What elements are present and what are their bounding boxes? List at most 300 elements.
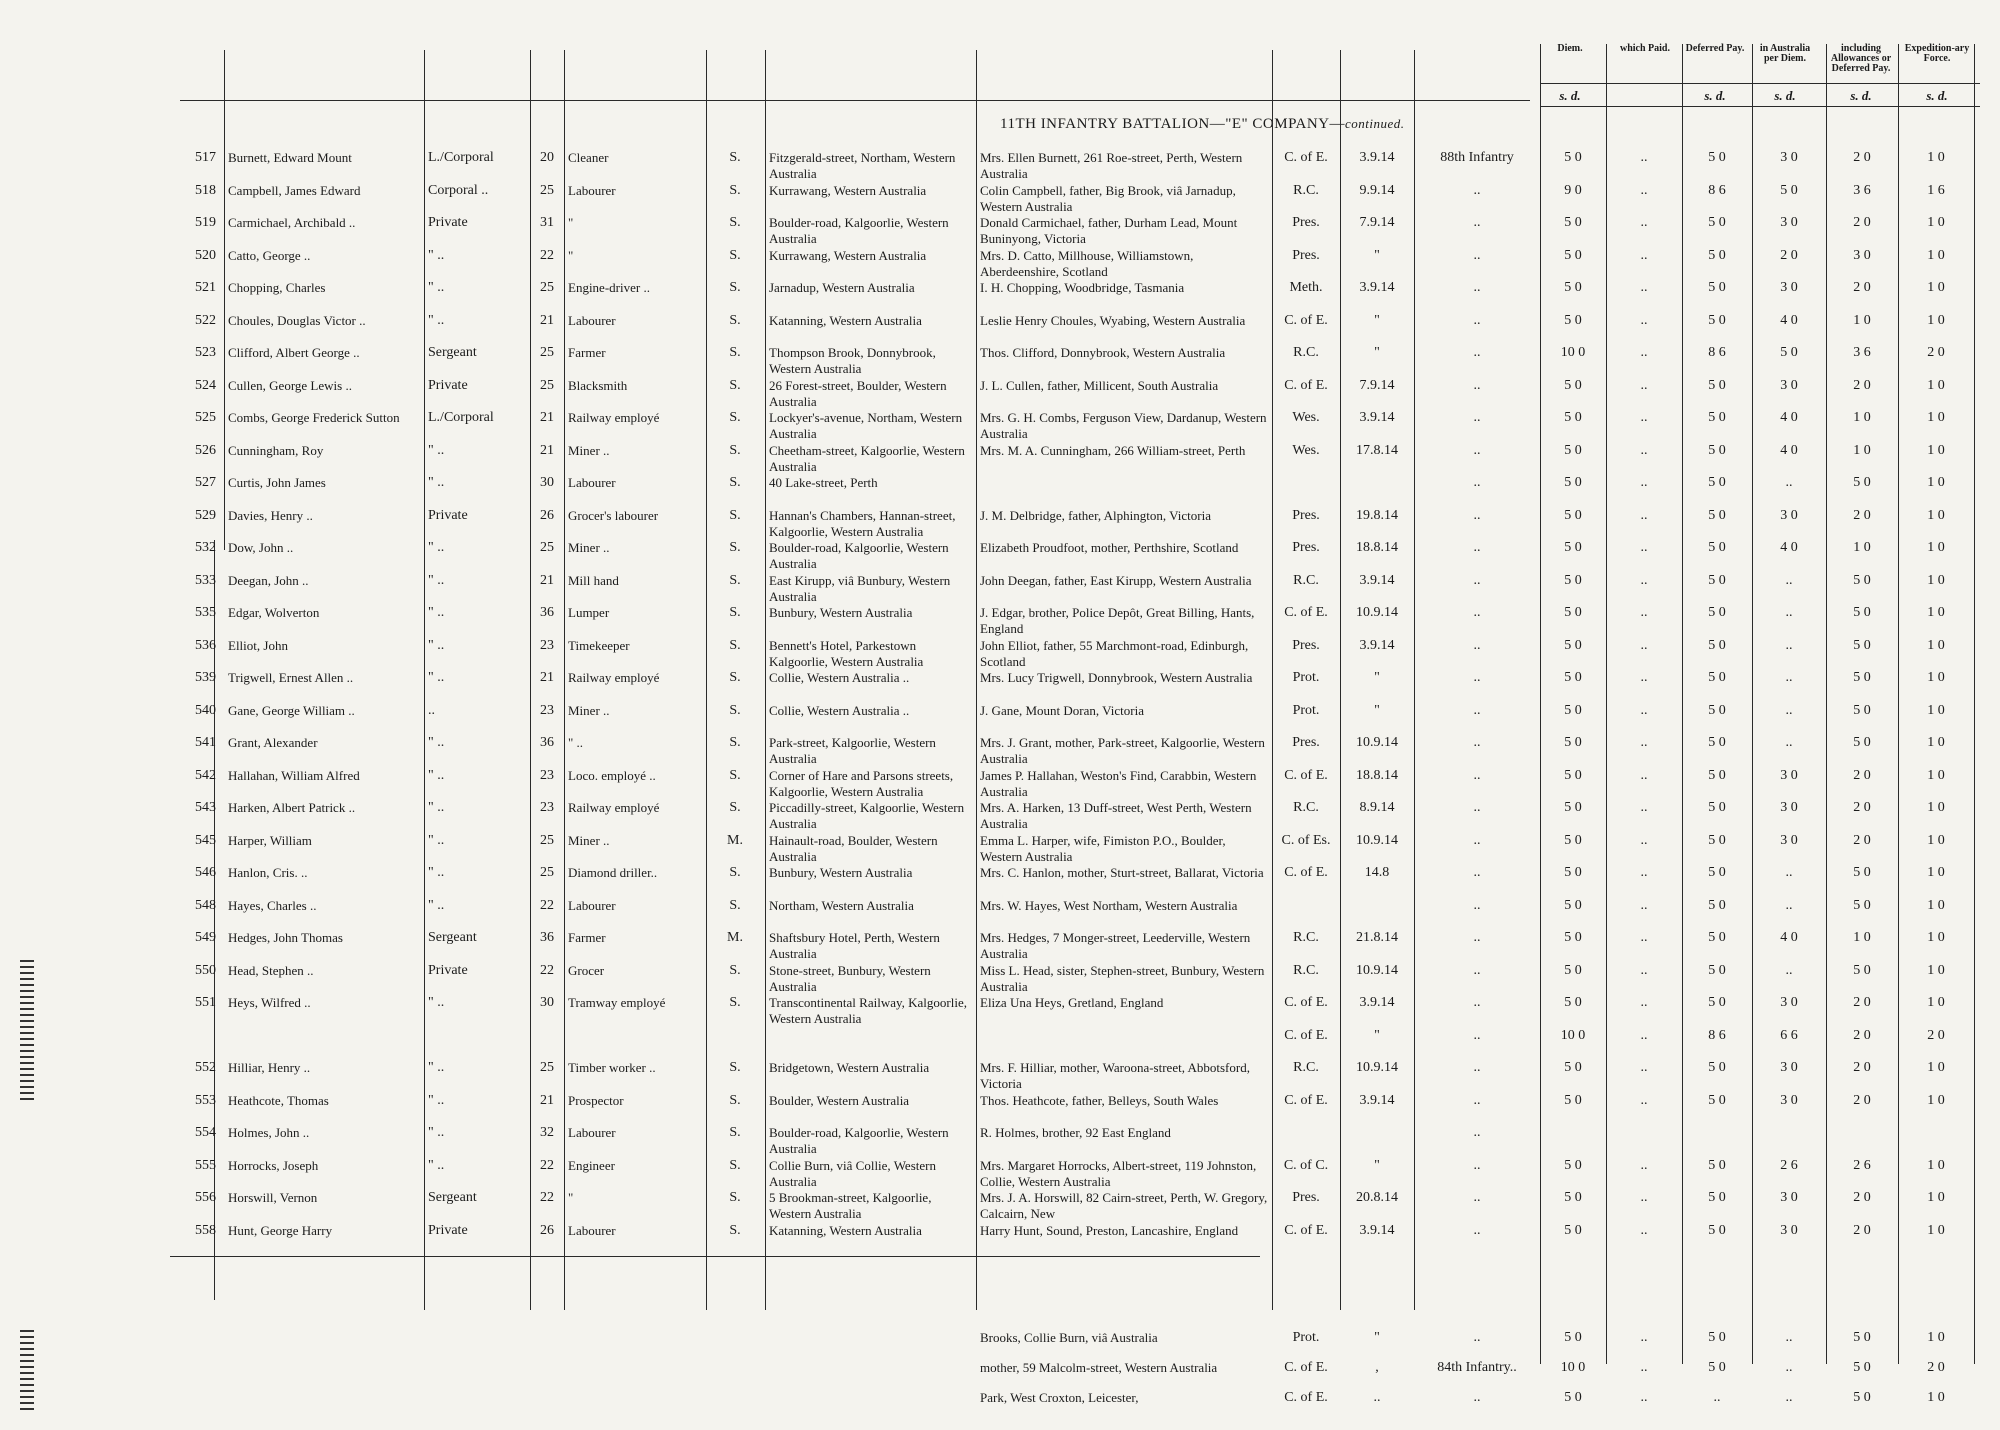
pay-allowances-cell: 5 0 xyxy=(1853,637,1871,653)
enlistment-date-cell: 21.8.14 xyxy=(1356,930,1398,945)
religion-cell: Pres. xyxy=(1292,1190,1320,1205)
pay-allowances-cell: 2 0 xyxy=(1853,1222,1871,1238)
trade-cell: Blacksmith xyxy=(568,377,628,393)
pay-deferred-cell: 5 0 xyxy=(1708,280,1726,295)
pay-diem-cell: 5 0 xyxy=(1564,1190,1582,1205)
pay-allowances-cell: 2 6 xyxy=(1853,1157,1871,1173)
pay-expeditionary-cell: 1 0 xyxy=(1927,832,1945,848)
soldier-name-cell: Holmes, John .. xyxy=(228,1125,310,1140)
age-cell: 25 xyxy=(540,377,554,393)
pay-diem-cell: 5 0 xyxy=(1564,930,1582,945)
soldier-name-cell: Chopping, Charles xyxy=(228,280,326,295)
rank-cell: " .. xyxy=(428,670,445,685)
marital-status-cell: S. xyxy=(729,962,741,978)
previous-unit-cell: .. xyxy=(1473,1330,1481,1345)
soldier-name-cell: Davies, Henry .. xyxy=(228,507,313,523)
trade-cell: Timekeeper xyxy=(568,637,630,653)
pay-which-paid-cell: .. xyxy=(1640,962,1648,978)
pay-allowances-cell: 2 0 xyxy=(1853,150,1871,165)
soldier-name-cell: Burnett, Edward Mount xyxy=(228,150,352,165)
pay-deferred-cell: 5 0 xyxy=(1708,150,1726,165)
religion-cell: R.C. xyxy=(1293,962,1319,978)
previous-unit-cell: .. xyxy=(1473,897,1481,913)
pay-allowances-cell: 5 0 xyxy=(1853,735,1871,750)
religion-cell: C. of E. xyxy=(1284,865,1328,880)
religion-cell: C. of E. xyxy=(1284,767,1328,783)
pay-which-paid-cell: .. xyxy=(1640,377,1648,393)
soldier-name-cell: Head, Stephen .. xyxy=(228,962,314,978)
religion-cell: Pres. xyxy=(1292,540,1320,555)
soldier-name-cell: Elliot, John xyxy=(228,637,288,653)
pay-which-paid-cell: .. xyxy=(1640,832,1648,848)
address-cell: Boulder-road, Kalgoorlie, Western Australia xyxy=(769,540,949,571)
pay-expeditionary-cell: 1 0 xyxy=(1927,377,1945,393)
pay-which-paid-cell: .. xyxy=(1640,280,1648,295)
trade-cell: Miner .. xyxy=(568,540,610,555)
col-header-allowances: including Allowances or Deferred Pay. xyxy=(1830,43,1892,74)
pay-australia-cell: .. xyxy=(1785,475,1793,490)
address-cell: Boulder-road, Kalgoorlie, Western Australia xyxy=(769,215,949,246)
pay-which-paid-cell: .. xyxy=(1640,1092,1648,1108)
trade-cell: Labourer xyxy=(568,897,616,913)
pay-expeditionary-cell: 1 0 xyxy=(1927,150,1945,165)
next-of-kin-cell: John Deegan, father, East Kirupp, Western Australia xyxy=(980,572,1252,588)
address-cell: Hainault-road, Boulder, Western Australia xyxy=(769,832,938,864)
age-cell: 36 xyxy=(540,930,554,945)
rank-cell: " .. xyxy=(428,995,445,1010)
trade-cell: Prospector xyxy=(568,1092,624,1108)
rank-cell: Sergeant xyxy=(428,345,477,360)
marital-status-cell: S. xyxy=(729,1060,741,1075)
pay-which-paid-cell: .. xyxy=(1640,670,1648,685)
trade-cell: Miner .. xyxy=(568,832,610,848)
marital-status-cell: S. xyxy=(729,800,741,815)
rank-cell: " .. xyxy=(428,865,445,880)
address-cell: Transcontinental Railway, Kalgoorlie, Western Australia xyxy=(769,995,967,1026)
pay-diem-cell: 5 0 xyxy=(1564,475,1582,490)
pay-australia-cell: 4 0 xyxy=(1780,930,1798,945)
religion-cell: Pres. xyxy=(1292,215,1320,230)
age-cell: 23 xyxy=(540,800,554,815)
rank-cell: " .. xyxy=(428,572,445,588)
pay-deferred-cell: 5 0 xyxy=(1708,507,1726,523)
pay-expeditionary-cell: 1 6 xyxy=(1927,182,1945,198)
pay-expeditionary-cell: 1 0 xyxy=(1927,475,1945,490)
trade-cell: Labourer xyxy=(568,182,616,198)
pay-deferred-cell: 5 0 xyxy=(1708,312,1726,328)
address-cell: Bunbury, Western Australia xyxy=(769,605,913,620)
rank-cell: L./Corporal xyxy=(428,410,494,425)
pay-diem-cell: 5 0 xyxy=(1564,735,1582,750)
previous-unit-cell: .. xyxy=(1473,507,1481,523)
pay-diem-cell: 10 0 xyxy=(1560,345,1586,360)
pay-expeditionary-cell: 1 0 xyxy=(1927,1060,1945,1075)
age-cell: 25 xyxy=(540,280,554,295)
pay-australia-cell: .. xyxy=(1785,962,1793,978)
pay-australia-cell: .. xyxy=(1785,897,1793,913)
previous-unit-cell: .. xyxy=(1473,345,1481,360)
age-cell: 36 xyxy=(540,735,554,750)
pay-allowances-cell: 2 0 xyxy=(1853,377,1871,393)
enlistment-date-cell: 3.9.14 xyxy=(1359,280,1395,295)
previous-unit-cell: .. xyxy=(1473,605,1481,620)
next-of-kin-cell: Donald Carmichael, father, Durham Lead, Mount Buninyong, Victoria xyxy=(980,215,1238,246)
next-of-kin-cell: John Elliot, father, 55 Marchmont-road, Edinburgh, Scotland xyxy=(980,637,1249,669)
pay-allowances-cell: 5 0 xyxy=(1853,572,1871,588)
pay-australia-cell: .. xyxy=(1785,1390,1793,1405)
regimental-number-cell: 548 xyxy=(195,897,216,913)
pay-which-paid-cell: .. xyxy=(1640,442,1648,458)
pay-diem-cell: 5 0 xyxy=(1564,670,1582,685)
pay-allowances-cell: 5 0 xyxy=(1853,962,1871,978)
enlistment-date-cell: 10.9.14 xyxy=(1356,832,1398,848)
pay-diem-cell: 5 0 xyxy=(1564,962,1582,978)
previous-unit-cell: .. xyxy=(1473,995,1481,1010)
pay-allowances-cell: 2 0 xyxy=(1853,507,1871,523)
pay-allowances-cell: 1 0 xyxy=(1853,442,1871,458)
pay-allowances-cell: 5 0 xyxy=(1853,475,1871,490)
pay-expeditionary-cell: 1 0 xyxy=(1927,280,1945,295)
trade-cell: Mill hand xyxy=(568,572,619,588)
religion-cell: C. of Es. xyxy=(1281,832,1331,848)
age-cell: 21 xyxy=(540,670,554,685)
table-row xyxy=(0,1390,2000,1430)
regimental-number-cell: 529 xyxy=(195,507,216,523)
soldier-name-cell: Hallahan, William Alfred xyxy=(228,767,360,783)
pay-deferred-cell: 5 0 xyxy=(1708,442,1726,458)
religion-cell: C. of E. xyxy=(1284,1092,1328,1108)
pay-which-paid-cell: .. xyxy=(1640,475,1648,490)
regimental-number-cell: 553 xyxy=(195,1092,216,1108)
pay-diem-cell: 5 0 xyxy=(1564,150,1582,165)
regimental-number-cell: 533 xyxy=(195,572,216,588)
trade-cell: Farmer xyxy=(568,930,606,945)
pay-allowances-cell: 1 0 xyxy=(1853,540,1871,555)
rank-cell: .. xyxy=(428,702,435,718)
trade-cell: " xyxy=(568,247,574,263)
previous-unit-cell: .. xyxy=(1473,865,1481,880)
marital-status-cell: S. xyxy=(729,605,741,620)
pay-which-paid-cell: .. xyxy=(1640,507,1648,523)
rank-cell: Private xyxy=(428,962,468,978)
religion-cell: C. of E. xyxy=(1284,1027,1328,1043)
header-rule xyxy=(180,100,1530,101)
regimental-number-cell: 558 xyxy=(195,1222,216,1238)
age-cell: 30 xyxy=(540,475,554,490)
pay-allowances-cell: 2 0 xyxy=(1853,995,1871,1010)
next-of-kin-cell: Emma L. Harper, wife, Fimiston P.O., Boulder, Western Australia xyxy=(980,832,1226,864)
pay-which-paid-cell: .. xyxy=(1640,572,1648,588)
pay-which-paid-cell: .. xyxy=(1640,702,1648,718)
previous-unit-cell: .. xyxy=(1473,637,1481,653)
marital-status-cell: S. xyxy=(729,345,741,360)
pay-australia-cell: 3 0 xyxy=(1780,832,1798,848)
marital-status-cell: S. xyxy=(729,897,741,913)
address-cell: Jarnadup, Western Australia xyxy=(769,280,915,295)
pay-deferred-cell: 5 0 xyxy=(1708,637,1726,653)
pay-which-paid-cell: .. xyxy=(1640,735,1648,750)
age-cell: 32 xyxy=(540,1125,554,1140)
pay-expeditionary-cell: 1 0 xyxy=(1927,962,1945,978)
enlistment-date-cell: " xyxy=(1374,247,1380,263)
marital-status-cell: S. xyxy=(729,182,741,198)
pay-australia-cell: 3 0 xyxy=(1780,800,1798,815)
rank-cell: " .. xyxy=(428,442,445,458)
regimental-number-cell: 526 xyxy=(195,442,216,458)
age-cell: 30 xyxy=(540,995,554,1010)
pay-expeditionary-cell: 1 0 xyxy=(1927,865,1945,880)
regimental-number-cell: 535 xyxy=(195,605,216,620)
pay-allowances-cell: 5 0 xyxy=(1853,1390,1871,1405)
pay-allowances-cell: 5 0 xyxy=(1853,670,1871,685)
religion-cell: Prot. xyxy=(1292,702,1320,718)
previous-unit-cell: .. xyxy=(1473,1027,1481,1043)
next-of-kin-cell: J. Gane, Mount Doran, Victoria xyxy=(980,702,1144,718)
trade-cell: Miner .. xyxy=(568,702,610,718)
soldier-name-cell: Harper, William xyxy=(228,832,312,848)
pay-deferred-cell: 5 0 xyxy=(1708,865,1726,880)
regimental-number-cell: 542 xyxy=(195,767,216,783)
next-of-kin-cell: James P. Hallahan, Weston's Find, Carabbin, Western Australia xyxy=(980,767,1257,799)
trade-cell: Railway employé xyxy=(568,670,660,685)
age-cell: 23 xyxy=(540,637,554,653)
pay-deferred-cell: 5 0 xyxy=(1708,1092,1726,1108)
trade-cell: Engineer xyxy=(568,1157,615,1173)
enlistment-date-cell: 3.9.14 xyxy=(1359,1222,1395,1238)
pay-allowances-cell: 2 0 xyxy=(1853,832,1871,848)
enlistment-date-cell: 10.9.14 xyxy=(1356,605,1398,620)
enlistment-date-cell: , xyxy=(1375,1360,1379,1375)
address-cell: 5 Brookman-street, Kalgoorlie, Western Australia xyxy=(769,1190,932,1221)
enlistment-date-cell: " xyxy=(1374,345,1380,360)
age-cell: 21 xyxy=(540,312,554,328)
pay-expeditionary-cell: 2 0 xyxy=(1927,1360,1945,1375)
marital-status-cell: S. xyxy=(729,150,741,165)
pay-allowances-cell: 2 0 xyxy=(1853,800,1871,815)
pay-deferred-cell: 5 0 xyxy=(1708,475,1726,490)
rank-cell: Private xyxy=(428,1222,468,1238)
enlistment-date-cell: 9.9.14 xyxy=(1359,182,1395,198)
previous-unit-cell: .. xyxy=(1473,702,1481,718)
religion-cell: R.C. xyxy=(1293,1060,1319,1075)
unit-label: s. d. xyxy=(1926,88,1948,103)
marital-status-cell: S. xyxy=(729,280,741,295)
previous-unit-cell: .. xyxy=(1473,930,1481,945)
marital-status-cell: S. xyxy=(729,995,741,1010)
pay-australia-cell: 3 0 xyxy=(1780,215,1798,230)
previous-unit-cell: .. xyxy=(1473,215,1481,230)
previous-unit-cell: .. xyxy=(1473,1157,1481,1173)
trade-cell: Loco. employé .. xyxy=(568,767,656,783)
pay-allowances-cell: 2 0 xyxy=(1853,280,1871,295)
previous-unit-cell: .. xyxy=(1473,182,1481,198)
pay-expeditionary-cell: 1 0 xyxy=(1927,930,1945,945)
address-cell: Collie, Western Australia .. xyxy=(769,670,910,685)
pay-deferred-cell: 5 0 xyxy=(1708,962,1726,978)
address-cell: Bridgetown, Western Australia xyxy=(769,1060,930,1075)
trade-cell: Labourer xyxy=(568,312,616,328)
religion-cell: Pres. xyxy=(1292,507,1320,523)
pay-diem-cell: 5 0 xyxy=(1564,605,1582,620)
next-of-kin-cell: Thos. Heathcote, father, Belleys, South Wales xyxy=(980,1092,1219,1108)
pay-diem-cell: 5 0 xyxy=(1564,247,1582,263)
trade-cell: Labourer xyxy=(568,1125,616,1140)
enlistment-date-cell: 10.9.14 xyxy=(1356,962,1398,978)
age-cell: 25 xyxy=(540,182,554,198)
religion-cell: Pres. xyxy=(1292,637,1320,653)
previous-unit-cell: .. xyxy=(1473,280,1481,295)
religion-cell: C. of E. xyxy=(1284,312,1328,328)
marital-status-cell: S. xyxy=(729,247,741,263)
enlistment-date-cell: " xyxy=(1374,702,1380,718)
enlistment-date-cell: 10.9.14 xyxy=(1356,735,1398,750)
religion-cell: C. of E. xyxy=(1284,995,1328,1010)
previous-unit-cell: .. xyxy=(1473,572,1481,588)
pay-australia-cell: 3 0 xyxy=(1780,767,1798,783)
age-cell: 25 xyxy=(540,832,554,848)
col-header-australia-per-diem: in Australia per Diem. xyxy=(1759,43,1811,64)
pay-expeditionary-cell: 2 0 xyxy=(1927,345,1945,360)
rank-cell: Private xyxy=(428,215,468,230)
marital-status-cell: S. xyxy=(729,1157,741,1173)
soldier-name-cell: Cullen, George Lewis .. xyxy=(228,377,352,393)
col-header-expeditionary: Expedition-ary Force. xyxy=(1904,43,1970,64)
age-cell: 22 xyxy=(540,247,554,263)
enlistment-date-cell: " xyxy=(1374,1330,1380,1345)
pay-diem-cell: 5 0 xyxy=(1564,1157,1582,1173)
pay-allowances-cell: 5 0 xyxy=(1853,702,1871,718)
table-row xyxy=(0,1223,2000,1263)
rank-cell: " .. xyxy=(428,312,445,328)
rank-cell: " .. xyxy=(428,605,445,620)
marital-status-cell: S. xyxy=(729,1092,741,1108)
pay-allowances-cell: 3 0 xyxy=(1853,247,1871,263)
soldier-name-cell: Hedges, John Thomas xyxy=(228,930,343,945)
pay-diem-cell: 5 0 xyxy=(1564,832,1582,848)
address-cell: Boulder-road, Kalgoorlie, Western Australia xyxy=(769,1125,949,1156)
rank-cell: Private xyxy=(428,507,468,523)
pay-australia-cell: .. xyxy=(1785,572,1793,588)
pay-deferred-cell: 5 0 xyxy=(1708,735,1726,750)
marital-status-cell: S. xyxy=(729,670,741,685)
unit-label: s. d. xyxy=(1559,88,1581,103)
age-cell: 21 xyxy=(540,1092,554,1108)
marital-status-cell: S. xyxy=(729,1125,741,1140)
marital-status-cell: S. xyxy=(729,312,741,328)
pay-deferred-cell: 5 0 xyxy=(1708,215,1726,230)
age-cell: 25 xyxy=(540,1060,554,1075)
address-cell: Northam, Western Australia xyxy=(769,897,914,913)
previous-unit-cell: .. xyxy=(1473,442,1481,458)
enlistment-date-cell: 7.9.14 xyxy=(1359,215,1395,230)
pay-expeditionary-cell: 1 0 xyxy=(1927,637,1945,653)
soldier-name-cell: Dow, John .. xyxy=(228,540,294,555)
trade-cell: " xyxy=(568,215,574,230)
pay-expeditionary-cell: 1 0 xyxy=(1927,247,1945,263)
col-header-deferred-pay: Deferred Pay. xyxy=(1685,43,1745,54)
rank-cell: " .. xyxy=(428,280,445,295)
religion-cell: Meth. xyxy=(1289,280,1323,295)
address-cell: Katanning, Western Australia xyxy=(769,1222,922,1238)
next-of-kin-cell: Elizabeth Proudfoot, mother, Perthshire, Scotland xyxy=(980,540,1239,555)
marital-status-cell: S. xyxy=(729,215,741,230)
pay-expeditionary-cell: 1 0 xyxy=(1927,215,1945,230)
regimental-number-cell: 545 xyxy=(195,832,216,848)
pay-deferred-cell: 5 0 xyxy=(1708,1222,1726,1238)
pay-australia-cell: 3 0 xyxy=(1780,1092,1798,1108)
rank-cell: Sergeant xyxy=(428,1190,477,1205)
address-cell: Cheetham-street, Kalgoorlie, Western Australia xyxy=(769,442,965,474)
pay-expeditionary-cell: 1 0 xyxy=(1927,1222,1945,1238)
pay-deferred-cell: 5 0 xyxy=(1708,670,1726,685)
previous-unit-cell: .. xyxy=(1473,767,1481,783)
pay-which-paid-cell: .. xyxy=(1640,247,1648,263)
soldier-name-cell: Clifford, Albert George .. xyxy=(228,345,360,360)
address-cell: Kurrawang, Western Australia xyxy=(769,182,927,198)
pay-deferred-cell: 5 0 xyxy=(1708,702,1726,718)
address-cell: East Kirupp, viâ Bunbury, Western Australia xyxy=(769,572,951,604)
address-cell: 26 Forest-street, Boulder, Western Australia xyxy=(769,377,947,409)
regimental-number-cell: 525 xyxy=(195,410,216,425)
rank-cell: " .. xyxy=(428,247,445,263)
enlistment-date-cell: 10.9.14 xyxy=(1356,1060,1398,1075)
regimental-number-cell: 524 xyxy=(195,377,216,393)
trade-cell: Cleaner xyxy=(568,150,609,165)
soldier-name-cell: Deegan, John .. xyxy=(228,572,309,588)
religion-cell: Wes. xyxy=(1292,442,1320,458)
pay-diem-cell: 5 0 xyxy=(1564,540,1582,555)
pay-allowances-cell: 2 0 xyxy=(1853,1027,1871,1043)
pay-allowances-cell: 2 0 xyxy=(1853,1060,1871,1075)
rank-cell: " .. xyxy=(428,767,445,783)
age-cell: 21 xyxy=(540,572,554,588)
next-of-kin-cell: Miss L. Head, sister, Stephen-street, Bunbury, Western Australia xyxy=(980,962,1265,994)
trade-cell: Labourer xyxy=(568,1222,616,1238)
pay-diem-cell: 5 0 xyxy=(1564,410,1582,425)
religion-cell: C. of E. xyxy=(1284,1222,1328,1238)
next-of-kin-cell: Mrs. J. Grant, mother, Park-street, Kalgoorlie, Western Australia xyxy=(980,735,1265,766)
rank-cell: " .. xyxy=(428,475,445,490)
marital-status-cell: S. xyxy=(729,572,741,588)
rank-cell: " .. xyxy=(428,800,445,815)
pay-diem-cell: 5 0 xyxy=(1564,1092,1582,1108)
pay-allowances-cell: 5 0 xyxy=(1853,1360,1871,1375)
age-cell: 25 xyxy=(540,345,554,360)
pay-australia-cell: 4 0 xyxy=(1780,312,1798,328)
pay-allowances-cell: 3 6 xyxy=(1853,182,1871,198)
pay-australia-cell: 6 6 xyxy=(1780,1027,1798,1043)
marital-status-cell: M. xyxy=(727,930,743,945)
pay-diem-cell: 5 0 xyxy=(1564,637,1582,653)
pay-which-paid-cell: .. xyxy=(1640,1390,1648,1405)
pay-allowances-cell: 5 0 xyxy=(1853,865,1871,880)
address-cell: Collie, Western Australia .. xyxy=(769,702,910,718)
pay-diem-cell: 5 0 xyxy=(1564,280,1582,295)
soldier-name-cell: Campbell, James Edward xyxy=(228,182,361,198)
enlistment-date-cell: 3.9.14 xyxy=(1359,572,1395,588)
pay-allowances-cell: 5 0 xyxy=(1853,897,1871,913)
pay-expeditionary-cell: 1 0 xyxy=(1927,702,1945,718)
religion-cell: R.C. xyxy=(1293,572,1319,588)
pay-allowances-cell: 1 0 xyxy=(1853,410,1871,425)
pay-which-paid-cell: .. xyxy=(1640,930,1648,945)
rank-cell: " .. xyxy=(428,832,445,848)
next-of-kin-cell: Mrs. Lucy Trigwell, Donnybrook, Western Australia xyxy=(980,670,1253,685)
next-of-kin-cell: Mrs. Margaret Horrocks, Albert-street, 119 Johnston, Collie, Western Australia xyxy=(980,1157,1257,1189)
pay-which-paid-cell: .. xyxy=(1640,345,1648,360)
pay-deferred-cell: 5 0 xyxy=(1708,247,1726,263)
previous-unit-cell: .. xyxy=(1473,1190,1481,1205)
